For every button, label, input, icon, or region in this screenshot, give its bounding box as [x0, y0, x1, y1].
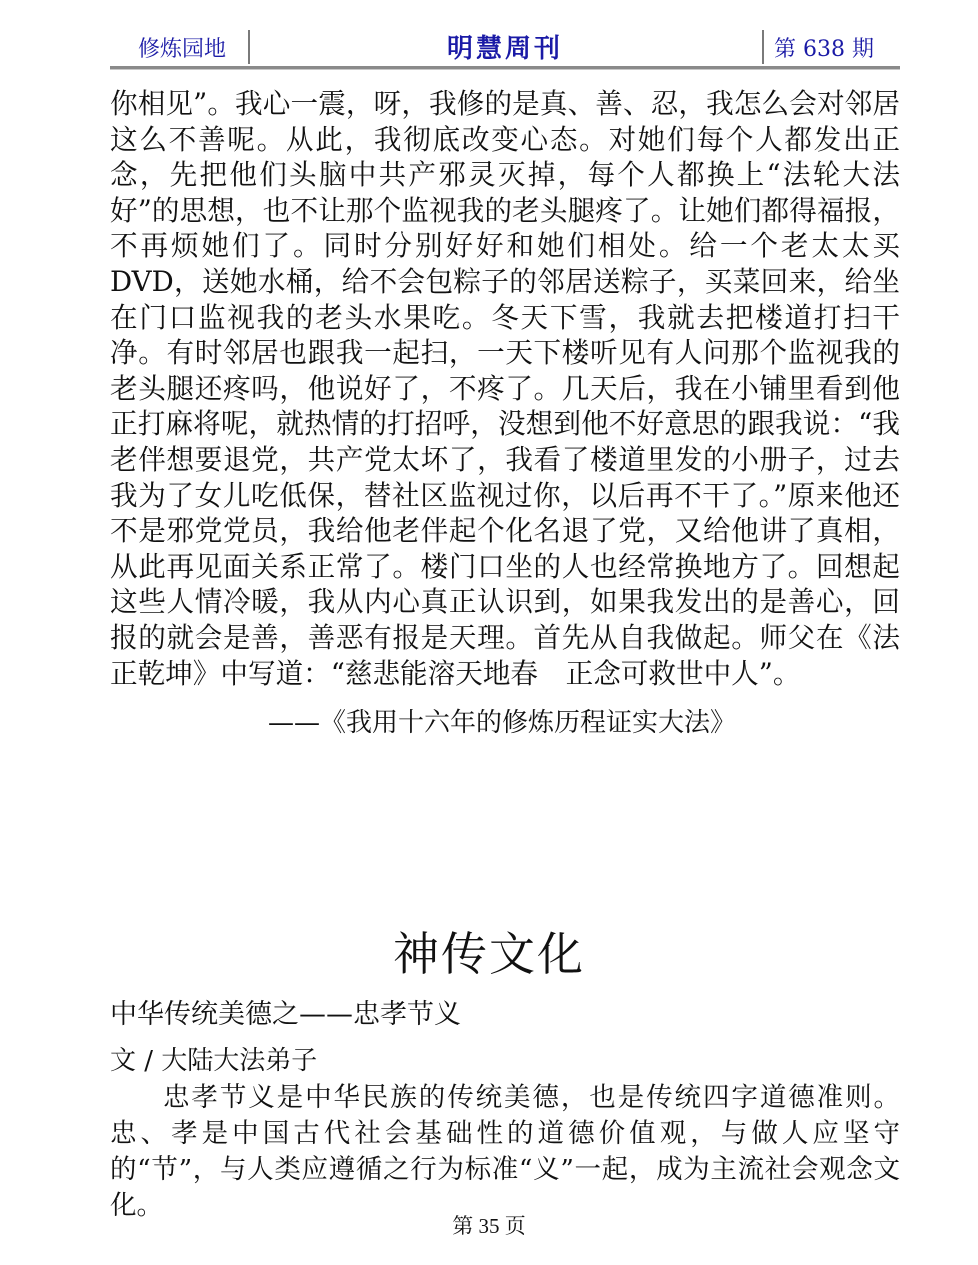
page-number: 第 35 页: [452, 1214, 526, 1238]
section-title: 神传文化: [393, 927, 585, 981]
body-paragraph: 你相见”。我心一震，呀，我修的是真、善、忍，我怎么会对邻居这么不善呢。从此，我彻底改变心态。对她们每个人都发出正念，先把他们头脑中共产邪灵灭掉，每个人都换上“法轮大法好”的思想，也不让那个监视我的老头腿疼了。让她们都得福报，不再烦她们了。同时分别好好和她们相处。给一个老太太买DVD，送她水桶，给不会包粽子的邻居送粽子，买菜回来，给坐在门口监视我的老头水果吃。冬天下雪，我就去把楼道打扫干净。有时邻居也跟我一起扫，一天下楼听见有人问那个监视我的老头腿还疼吗，他说好了，不疼了。几天后，我在小铺里看到他正打麻将呢，就热情的打招呼，没想到他不好意思的跟我说：“我老伴想要退党，共产党太坏了，我看了楼道里发的小册子，过去我为了女儿吃低保，替社区监视过你，以后再不干了。”原来他还不是邪党党员，我给他老伴起个化名退了党，又给他讲了真相，从此再见面关系正常了。楼门口坐的人也经常换地方了。回想起这些人情冷暖，我从内心真正认识到，如果我发出的是善心，回报的就会是善，善恶有报是天理。首先从自我做起。师父在《法正乾坤》中写道：“慈悲能溶天地春 正念可救世中人”。: [110, 87, 900, 690]
page-header: [110, 28, 900, 68]
header-rule: [110, 66, 900, 70]
continued-article-body: [110, 86, 900, 691]
article-title: 中华传统美德之——忠孝节义: [110, 999, 461, 1030]
header-section-label: 修炼园地: [138, 37, 227, 62]
header-publication-title: 明慧周刊: [446, 34, 563, 64]
article-body: 忠孝节义是中华民族的传统美德，也是传统四字道德准则。忠、孝是中国古代社会基础性的道德价值观，与做人应坚守的“节”，与人类应遵循之行为标准“义”一起，成为主流社会观念文化。: [110, 1082, 900, 1221]
article-attribution: ——《我用十六年的修炼历程证实大法》: [268, 708, 737, 738]
header-issue-number: 第 638 期: [774, 37, 874, 62]
header-divider-right: [762, 30, 764, 64]
article-byline: 文 / 大陆大法弟子: [110, 1046, 318, 1076]
